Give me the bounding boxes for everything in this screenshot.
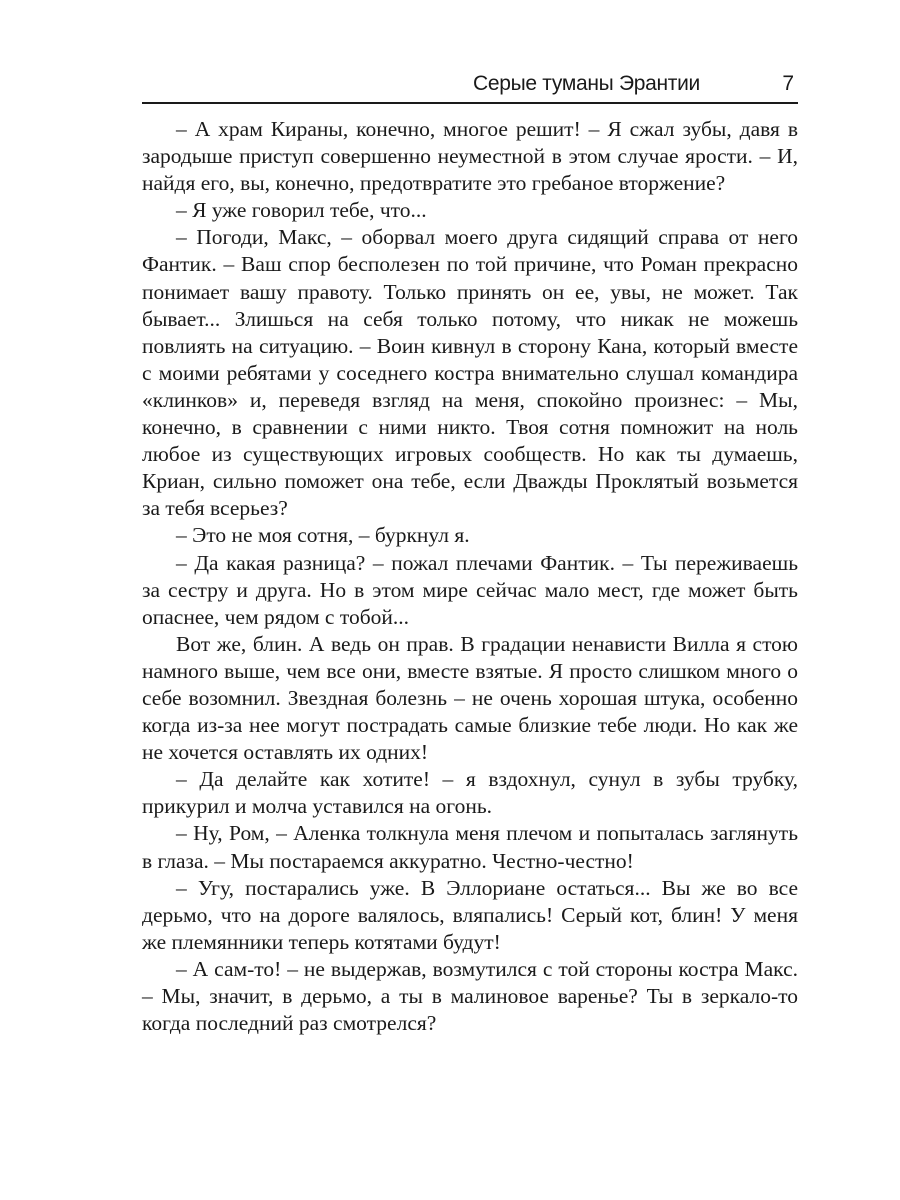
- paragraph: – Это не моя сотня, – буркнул я.: [176, 523, 470, 548]
- paragraph: – Ну, Ром, – Аленка толкнула меня плечом и попыталась заглянуть в глаза. – Мы постараемся аккуратно. Честно-честно!: [142, 821, 798, 873]
- paragraph: – Угу, постарались уже. В Эллориане остаться... Вы же во все дерьмо, что на дороге валялось, вляпались! Серый кот, блин! У меня же племянники теперь котятами будут!: [142, 875, 798, 954]
- paragraph: – А сам-то! – не выдержав, возмутился с той стороны костра Макс. – Мы, значит, в дерьмо, а ты в малиновое варенье? Ты в зеркало-то когда последний раз смотрелся?: [142, 956, 798, 1036]
- paragraph: – Погоди, Макс, – оборвал моего друга сидящий справа от него Фантик. – Ваш спор бесполезен по той причине, что Роман прекрасно понимает вашу правоту. Только принять он ее, увы, не может. Так бывает... Злишься на себя только потому, что никак не можешь повлиять на ситуацию. – Воин кивнул в сторону Кана, который вместе с моими ребятами у соседнего костра внимательно слушал командира «клинков» и, переведя взгляд на меня, спокойно произнес: – Мы, конечно, в сравнении с ними никто. Твоя сотня помножит на ноль любое из существующих игровых сообществ. Но как ты думаешь, Криан, сильно поможет она тебе, если Дважды Проклятый возьмется за тебя всерьез?: [142, 225, 798, 521]
- paragraph: – А храм Кираны, конечно, многое решит! – Я сжал зубы, давя в зародыше приступ совершенно неуместной в этом случае ярости. – И, найдя его, вы, конечно, предотвратите это гребаное вторжение?: [142, 117, 798, 196]
- page-number: 7: [782, 72, 794, 95]
- paragraph: – Я уже говорил тебе, что...: [176, 198, 427, 223]
- paragraph: – Да какая разница? – пожал плечами Фантик. – Ты переживаешь за сестру и друга. Но в этом мире сейчас мало мест, где может быть опаснее, чем рядом с тобой...: [142, 550, 798, 629]
- paragraph: Вот же, блин. А ведь он прав. В градации ненависти Вилла я стою намного выше, чем все они, вместе взятые. Я просто слишком много о себе возомнил. Звездная болезнь – не очень хорошая штука, особенно когда из-за нее могут пострадать самые близкие тебе люди. Но как же не хочется оставлять их одних!: [142, 631, 798, 765]
- page-header: [142, 68, 798, 102]
- paragraph: – Да делайте как хотите! – я вздохнул, сунул в зубы трубку, прикурил и молча уставился на огонь.: [142, 767, 798, 819]
- header-rule: [142, 102, 798, 104]
- running-title: Серые туманы Эрантии: [472, 72, 700, 95]
- body-text: [142, 116, 798, 1037]
